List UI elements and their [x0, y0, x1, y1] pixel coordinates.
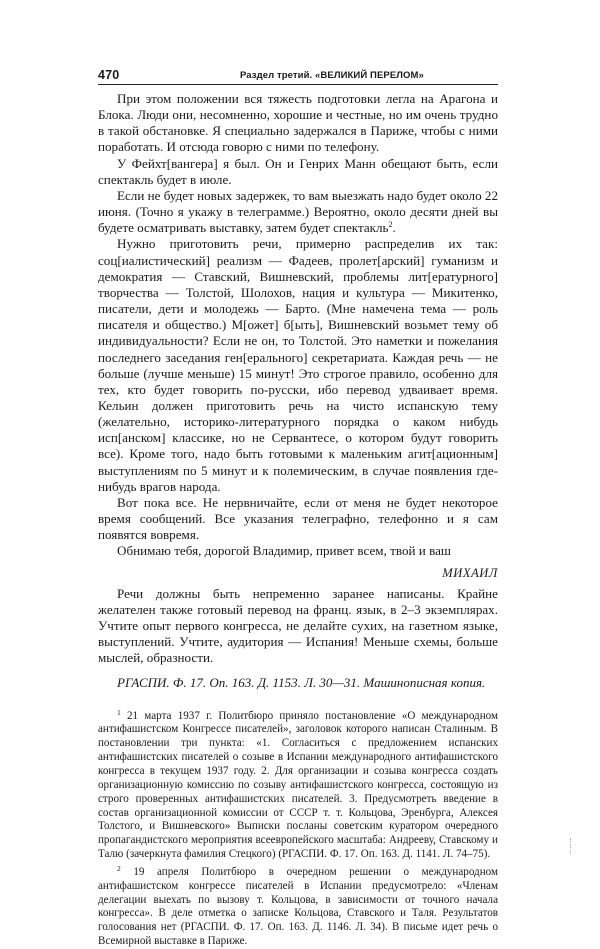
- paragraph: Обнимаю тебя, дорогой Владимир, привет всем, твой и ваш: [117, 543, 451, 559]
- paragraph: Нужно приготовить речи, примерно распределив их так: соц[иалистический] реализм — Фадеев, пролет[арский] гуманизм и демократия — Ставский, Вишневский, проблемы лит[ературного] творчества — Толстой, Шолохов, нация и культура — Микитенко, писатели, дети и молодежь — Барто. (Мне намечена тема — роль писателя и общество.) М[ожет] б[ыть], Вишневский возьмет тему об индивидуальности? Если не он, то Толстой. Это наметки и пожелания последнего заседания ген[ерального] секретариата. Каждая речь — не больше (лучше меньше) 15 минут! Это строгое правило, особенно для тех, кто будет говорить по-русски, ибо перевод удваивает время. Кельин должен приготовить речь на чисто испанскую тему (желательно, историко-литературного порядка о каком нибудь исп[анском] классике, но не Сервантесе, о котором будут говорить все). Кроме того, надо быть готовыми к маленьким агит[ационным] выступлениям по 5 минут и к полемическим, в случае появления где-нибудь врагов народа.: [98, 236, 498, 494]
- footnote: [98, 706, 498, 862]
- footnote-mark: 1: [117, 707, 121, 717]
- paragraph: Если не будет новых задержек, то вам выезжать надо будет около 22 июня. (Точно я укажу в телеграмме.) Вероятно, около десяти дней вы будете осматривать выставку, затем будет спектакль$^2$.: [98, 187, 498, 236]
- scan-artifact: [570, 838, 572, 854]
- footnote-text: 19 апреля Политбюро в очередном решении о международном антифашистском конгрессе писателей в Испании предусмотрело: «Членам делегации выехать по вызову т. Кольцова, в зависимости от точного начала конгресса». В деле отметка о записке Кольцова, Ставского и Таля. Результатов голосования нет (РГАСПИ. Ф. 17. Оп. 163. Д. 1146. Л. 34). В письме идет речь о Всемирной выставке в Париже.: [98, 865, 498, 948]
- footnote: [98, 862, 498, 949]
- running-header: [98, 68, 498, 85]
- footnote-ref[interactable]: 2: [388, 220, 393, 230]
- paragraph-text: Если не будет новых задержек, то вам выезжать надо будет около 22 июня. (Точно я укажу в телеграмме.) Вероятно, около десяти дней вы будете осматривать выставку, затем будет спектакль: [98, 187, 498, 236]
- archival-source: РГАСПИ. Ф. 17. Оп. 163. Д. 1153. Л. 30—31. Машинописная копия.: [117, 675, 486, 691]
- paragraph: При этом положении вся тяжесть подготовки легла на Арагона и Блока. Люди они, несомненно, хорошие и честные, но им очень трудно в такой обстановке. Я специально задержался в Париже, чтобы с ними поработать. И отсюда говорю с ними по телефону.: [98, 91, 498, 155]
- running-title: Раздел третий. «ВЕЛИКИЙ ПЕРЕЛОМ»: [240, 70, 424, 81]
- footnotes: [98, 706, 498, 949]
- letter-body: [98, 91, 498, 692]
- footnote-mark: 2: [117, 863, 121, 873]
- footnote-text: 21 марта 1937 г. Политбюро приняло постановление «О международном антифашистском Конгрессе писателей», заголовок которого написан Сталиным. В постановлении три пункта: «1. Согласиться с предложением испанских антифашистских писателей о созыве в Испании международного антифашистского конгресса в текущем 1937 году. 2. Для организации и созыва конгресса создать организационную комиссию по созыву антифашистского конгресса, состоящую из строго проверенных антифашистских писателей. 3. Предусмотреть введение в состав организационной комиссии от СССР т. т. Кольцова, Эренбурга, Алексея Толстого, и Вишневского» Выписки посланы советским куратором очередного пропагандистского мероприятия всеевропейского масштаба: Андрееву, Ставскому и Талю (зачеркнута фамилия Стецкого) (РГАСПИ. Ф. 17. Оп. 163. Д. 1141. Л. 74–75).: [98, 709, 498, 861]
- signature: МИХАИЛ: [442, 565, 498, 580]
- postscript: Речи должны быть непременно заранее написаны. Крайне желателен также готовый перевод на франц. язык, в 2–3 экземплярах. Учтите опыт первого конгресса, не делайте сухих, на газетном языке, выступлений. Учтите, аудитория — Испания! Меньше схемы, больше мыслей, образности.: [98, 585, 498, 666]
- page-number: 470: [98, 68, 120, 82]
- paragraph: У Фейхт[вангера] я был. Он и Генрих Манн обещают быть, если спектакль будет в июле.: [98, 155, 498, 187]
- paragraph: Вот пока все. Не нервничайте, если от меня не будет некоторое время сообщений. Все указания телеграфно, телефонно и я сам появятся вовремя.: [98, 494, 498, 543]
- book-page: [98, 68, 498, 949]
